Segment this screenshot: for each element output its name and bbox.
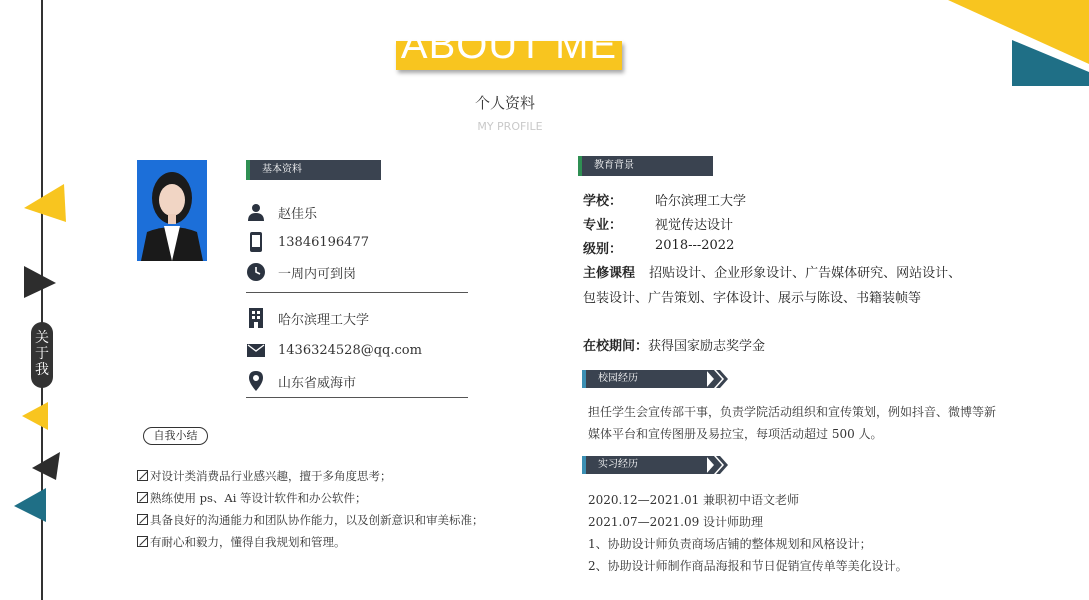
side-tab [31,322,53,388]
section-header-education: 教育背景 [578,156,713,176]
profile-photo [137,160,207,261]
page-title-en: ABOUT ME [400,23,618,67]
triangle-teal [14,488,50,524]
edu-major-value: 视觉传达设计 [655,218,734,233]
edu-school-label: 学校： [583,194,623,209]
info-name-row [246,200,317,224]
mail-icon [246,340,266,360]
chevron-icon [706,370,728,388]
edu-courses-line2: 包装设计、广告策划、字体设计、展示与陈设、书籍装帧等 [583,291,922,306]
edu-level-value: 2018---2022 [655,238,735,253]
intern-line: 1、协助设计师负责商场店铺的整体规划和风格设计； [588,537,872,551]
checkbox-icon [137,470,148,481]
summary-label: 自我小结 [143,427,208,445]
triangle-yellow-1 [24,184,68,224]
edu-period-value: 获得国家励志奖学金 [648,339,766,354]
summary-item: 熟练使用 ps、Ai 等设计软件和办公软件； [137,490,367,506]
edu-courses-row [583,262,961,281]
checkbox-icon [137,536,148,547]
section-header-intern-label: 实习经历 [582,456,707,474]
person-icon [246,202,266,222]
triangle-yellow-2 [22,402,52,432]
triangle-dark-1 [24,266,60,300]
campus-text-line2: 媒体平台和宣传图册及易拉宝，每项活动超过 500 人。 [588,427,883,441]
corner-decoration [940,0,1089,90]
campus-text-line1: 担任学生会宣传部干事，负责学院活动组织和宣传策划，例如抖音、微博等新 [588,405,997,419]
building-icon [246,308,266,328]
summary-item: 有耐心和毅力，懂得自我规划和管理。 [137,534,346,550]
clock-icon [246,262,266,282]
section-header-intern [582,456,728,474]
checkbox-icon [137,492,148,503]
info-school-row [246,306,369,330]
page-subtitle-en: MY PROFILE [477,120,543,133]
section-header-basic: 基本资料 [246,160,381,180]
edu-school-row [583,190,747,209]
info-email-row [246,338,422,362]
section-header-campus [582,370,728,388]
checkbox-icon [137,514,148,525]
edu-major-label: 专业： [583,218,623,233]
edu-level-label: 级别： [583,242,623,257]
side-tab-char: 我 [35,362,49,378]
info-email: 1436324528@qq.com [278,342,422,358]
edu-school-value: 哈尔滨理工大学 [655,194,747,209]
location-pin-icon [246,371,266,391]
chevron-icon [706,456,728,474]
side-tab-char: 于 [35,346,49,362]
page-title-cn: 个人资料 [474,94,535,112]
info-location-row [246,369,356,393]
side-tab-char: 关 [35,330,49,346]
summary-item: 对设计类消费品行业感兴趣，擅于多角度思考； [137,468,392,484]
info-availability-row [246,260,356,284]
edu-level-row [583,238,735,257]
info-school: 哈尔滨理工大学 [278,312,370,328]
info-phone: 13846196477 [278,234,369,250]
phone-icon [246,232,266,252]
info-location: 山东省威海市 [278,375,357,391]
intern-line: 2、协助设计师制作商品海报和节日促销宣传单等美化设计。 [588,559,908,573]
triangle-dark-2 [32,452,62,482]
intern-line: 2021.07—2021.09 设计师助理 [588,515,764,529]
summary-item: 具备良好的沟通能力和团队协作能力，以及创新意识和审美标准； [137,512,484,528]
section-header-campus-label: 校园经历 [582,370,707,388]
info-name: 赵佳乐 [278,206,318,222]
edu-period-row [583,335,765,354]
divider [246,397,468,398]
edu-major-row [583,214,734,233]
info-availability: 一周内可到岗 [278,266,357,282]
info-phone-row [246,230,369,254]
edu-courses-line1: 招贴设计、企业形象设计、广告媒体研究、网站设计、 [649,266,962,281]
edu-courses-label: 主修课程 [583,266,636,281]
intern-line: 2020.12—2021.01 兼职初中语文老师 [588,493,800,507]
edu-period-label: 在校期间： [583,339,649,354]
divider [246,292,468,293]
